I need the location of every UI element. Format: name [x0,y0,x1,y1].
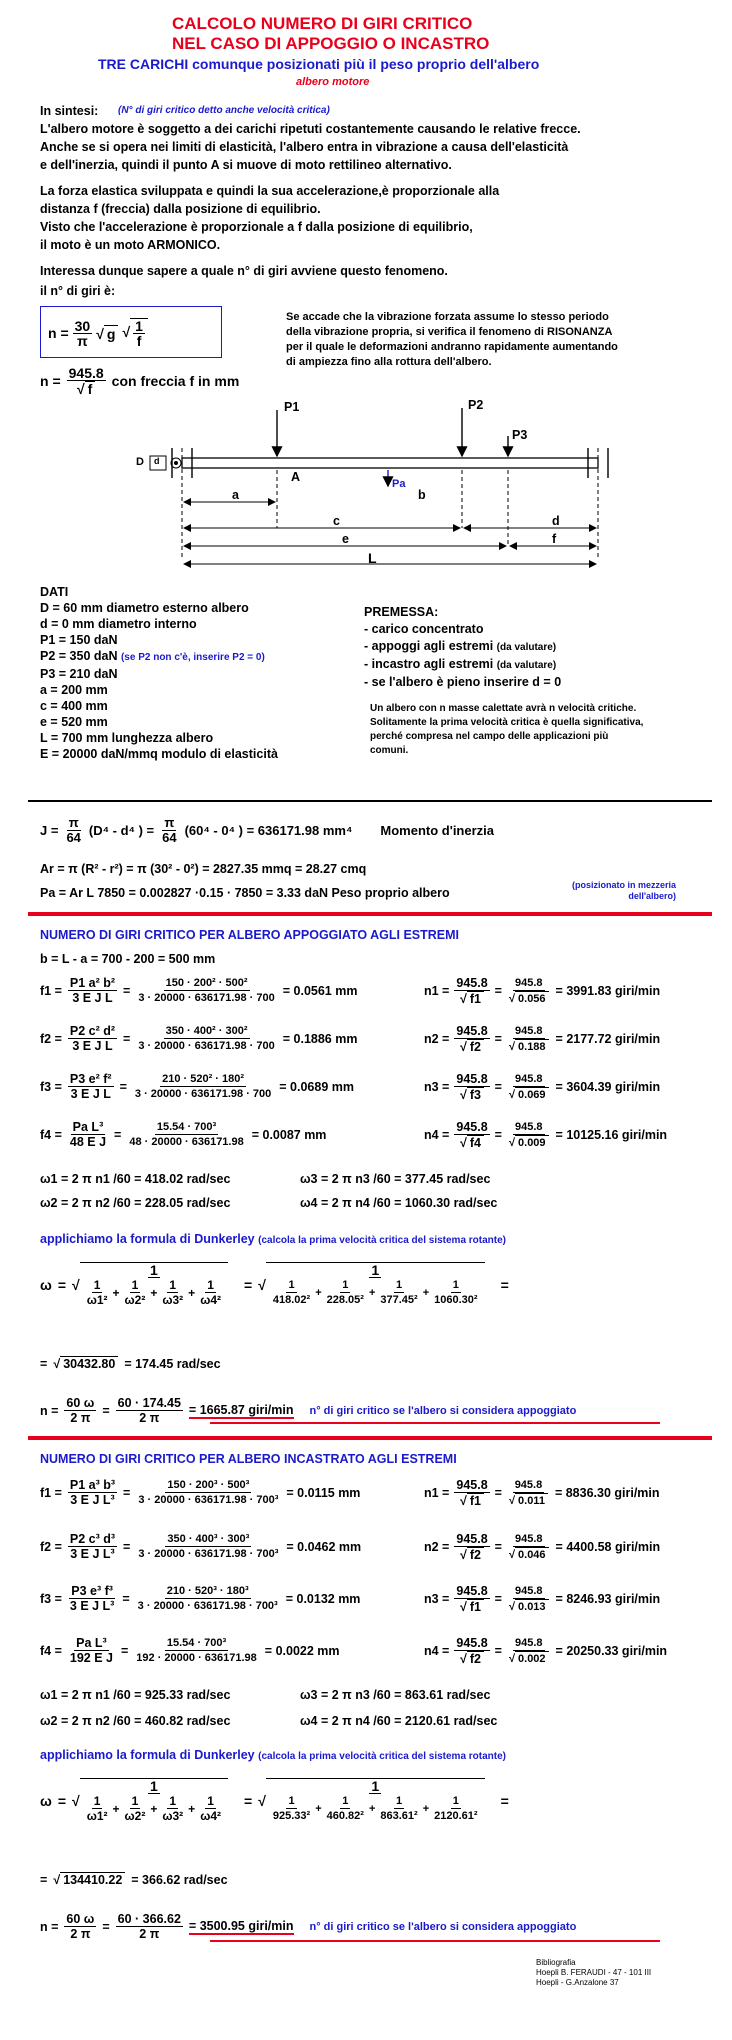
dim-d: d [552,514,560,528]
dim-a: a [232,488,239,502]
final-underline-supported [210,1422,660,1424]
section-title-supported: NUMERO DI GIRI CRITICO PER ALBERO APPOGGIATO AGLI ESTREMI [40,928,460,942]
label-d-inner: d [154,456,160,466]
resonance-note: Se accade che la vibrazione forzata assume lo stesso periodo della vibrazione propria, si verifica il fenomeno di RISONANZA per il quale le deformazioni andranno rapidamente aumentando di ampiezza fino alla rottura dell'albero. [286,311,618,368]
dunkerley-title-supported: applichiamo la formula di Dunkerley (calcola la prima velocità critica del sistema rotante) [40,1232,507,1246]
dunkerley-row: ω = √ 1 $\frac{1}{\text{ω1²}}$ + $\frac{1}{\text{ω2²}}$ + $\frac{1}{\text{ω3²}}$ + $\frac{1}{\text{ω4²}}$ = √ 1 $\frac{1}{\text{418.02²}}$ + $\frac{1}{\text{228.05²}}$ + $\frac{1}{\text{377.45²}}$ + $\frac{1}{\text{1060.30²}}$ = [40,1262,509,1307]
label-p1: P1 [284,400,300,414]
premessa-paragraph: Un albero con n masse calettate avrà n velocità critiche. Solitamente la prima velocità critica è quella significativa, perché compresa nel campo delle applicazioni più comuni. [370,703,644,756]
deflection-row-1: f1 = $\frac{\text{P1 a² b²}}{\text{3 E J L}}$ = $\frac{\text{150 · 200² · 500²}}{3 \cdot 20000 \cdot 636171.98 \cdot 700}$ = 0.0561 mm [40,976,358,1005]
formula-n-simplified: n = $\frac{945.8}{√ f}$ con freccia f in mm [40,365,240,397]
omega3-supported: ω3 = 2 π n3 /60 = 377.45 rad/sec [300,1172,491,1186]
intro-paragraph-4: il n° di giri è: [40,284,116,298]
b-formula: b = L - a = 700 - 200 = 500 mm [40,952,216,966]
page-title-2: NEL CASO DI APPOGGIO O INCASTRO [172,34,490,53]
sqrt-result-supported: = √ 30432.80 = 174.45 rad/sec [40,1356,221,1371]
label-p3: P3 [512,428,528,442]
label-D: D [136,456,144,468]
final-n-fixed: n = $\frac{60 \omega}{2 \pi}$ = $\frac{60 \cdot 366.62}{2 \pi}$ = 3500.95 giri/min n° di giri critico se l'albero si considera appoggiato [40,1912,577,1941]
section-title-fixed: NUMERO DI GIRI CRITICO PER ALBERO INCASTRATO AGLI ESTREMI [40,1452,457,1466]
label-p2: P2 [468,398,484,412]
page-subtitle: TRE CARICHI comunque posizionati più il peso proprio dell'albero [98,56,540,72]
label-a-point: A [291,470,301,484]
rpm-row-1: n1 = $\frac{945.8}{√ f1}$ = $\frac{945.8}{√ 0.011}$ = 8836.30 giri/min [424,1478,660,1508]
self-weight-note: (posizionato in mezzeria dell'albero) [572,880,677,901]
deflection-row-2: f2 = $\frac{\text{P2 c³ d³}}{\text{3 E J L³}}$ = $\frac{\text{350 · 400³ · 300³}}{\text{3 · 20000 · 636171.98 · 700³}}$ = 0.0462 mm [40,1532,362,1561]
dim-b: b [418,488,426,502]
deflection-row-3: f3 = $\frac{\text{P3 e² f²}}{\text{3 E J L}}$ = $\frac{\text{210 · 520² · 180²}}{3 \cdot 20000 \cdot 636171.98 \cdot 700}$ = 0.0689 mm [40,1072,354,1101]
rpm-row-3: n3 = $\frac{945.8}{√ f1}$ = $\frac{945.8}{√ 0.013}$ = 8246.93 giri/min [424,1584,661,1614]
page-title: CALCOLO NUMERO DI GIRI CRITICO [172,14,473,33]
subtitle-tag: albero motore [296,76,370,88]
omega4-fixed: ω4 = 2 π n4 /60 = 2120.61 rad/sec [300,1714,498,1728]
deflection-row-4: f4 = $\frac{\text{Pa L³}}{\text{192 E J}}$ = $\frac{\text{15.54 · 700³}}{192 \cdot 20000 \cdot 636171.98}$ = 0.0022 mm [40,1636,340,1665]
formula-n-critical: n = $\frac{30}{\pi}$ √ g √ $\frac{1}{f}$ [48,318,148,348]
rpm-row-4: n4 = $\frac{945.8}{√ f4}$ = $\frac{945.8}{√ 0.009}$ = 10125.16 giri/min [424,1120,668,1150]
section-divider-2 [28,1436,712,1440]
dim-f: f [552,532,557,546]
section-divider-1 [28,912,712,916]
shaft-diagram [90,398,650,570]
dim-e: e [342,532,349,546]
final-n-supported: n = $\frac{60 \omega}{2 \pi}$ = $\frac{60 \cdot 174.45}{2 \pi}$ = 1665.87 giri/min n° di giri critico se l'albero si considera appoggiato [40,1396,577,1425]
self-weight-formula: Pa = Ar L 7850 = 0.002827 ·0.15 · 7850 = 3.33 daN Peso proprio albero [40,886,450,900]
area-formula: Ar = π (R² - r²) = π (30² - 0²) = 2827.35 mmq = 28.27 cmq [40,862,367,876]
intro-paragraph-3: Interessa dunque sapere a quale n° di giri avviene questo fenomeno. [40,264,448,278]
omega2-supported: ω2 = 2 π n2 /60 = 228.05 rad/sec [40,1196,231,1210]
bibliography: Bibliografia Hoepli B. FERAUDI - 47 - 101 III Hoepli - G.Anzalone 37 [536,1958,652,1987]
omega1-supported: ω1 = 2 π n1 /60 = 418.02 rad/sec [40,1172,231,1186]
intro-paragraph-1: L'albero motore è soggetto a dei carichi ripetuti costantemente causando le relative frecce. Anche se si opera nei limiti di elasticità, l'albero entra in vibrazione a causa dell'elasticità e dell'inerzia, quindi il punto A si muove di moto rettilineo alternativo. [40,122,581,172]
intro-label: In sintesi: [40,104,99,118]
intro-paragraph-2: La forza elastica sviluppata e quindi la sua accelerazione,è proporzionale alla distanza f (freccia) dalla posizione di equilibrio. Visto che l'accelerazione è proporzionale a f dalla posizione di equilibrio, il moto è un moto ARMONICO. [40,184,500,252]
data-list: DATI D = 60 mm diametro esterno albero d = 0 mm diametro interno P1 = 150 daN P2 = 350 daN (se P2 non c'è, inserire P2 = 0) P3 = 210 daN a = 200 mm c = 400 mm e = 520 mm L = 700 mm lunghezza albero E = 20000 daN/mmq modulo di elasticità [40,585,278,761]
sqrt-result-fixed: = √ 134410.22 = 366.62 rad/sec [40,1872,228,1887]
dunkerley-row: ω = √ 1 $\frac{1}{\text{ω1²}}$ + $\frac{1}{\text{ω2²}}$ + $\frac{1}{\text{ω3²}}$ + $\frac{1}{\text{ω4²}}$ = √ 1 $\frac{1}{\text{925.33²}}$ + $\frac{1}{\text{460.82²}}$ + $\frac{1}{\text{863.61²}}$ + $\frac{1}{\text{2120.61²}}$ = [40,1778,509,1823]
dim-L: L [368,550,377,566]
rpm-row-1: n1 = $\frac{945.8}{√ f1}$ = $\frac{945.8}{√ 0.056}$ = 3991.83 giri/min [424,976,661,1006]
inertia-formula: J = $\frac{\pi}{64}$ (D⁴ - d⁴ ) = $\frac{\pi}{64}$ (60⁴ - 0⁴ ) = 636171.98 mm⁴ Momento d'inerzia [40,815,495,845]
dim-c: c [333,514,340,528]
deflection-row-4: f4 = $\frac{\text{Pa L³}}{\text{48 E J}}$ = $\frac{\text{15.54 · 700³}}{48 \cdot 20000 \cdot 636171.98}$ = 0.0087 mm [40,1120,327,1149]
dunkerley-title-fixed: applichiamo la formula di Dunkerley (calcola la prima velocità critica del sistema rotante) [40,1748,507,1762]
final-underline-fixed [210,1940,660,1942]
intro-note: (N° di giri critico detto anche velocità critica) [118,105,330,116]
divider [28,800,712,802]
deflection-row-3: f3 = $\frac{\text{P3 e³ f³}}{\text{3 E J L³}}$ = $\frac{\text{210 · 520³ · 180³}}{\text{3 · 20000 · 636171.98 · 700³}}$ = 0.0132 mm [40,1584,361,1613]
rpm-row-2: n2 = $\frac{945.8}{√ f2}$ = $\frac{945.8}{√ 0.046}$ = 4400.58 giri/min [424,1532,661,1562]
rpm-row-4: n4 = $\frac{945.8}{√ f2}$ = $\frac{945.8}{√ 0.002}$ = 20250.33 giri/min [424,1636,668,1666]
p2-note: (se P2 non c'è, inserire P2 = 0) [120,652,265,663]
rpm-row-3: n3 = $\frac{945.8}{√ f3}$ = $\frac{945.8}{√ 0.069}$ = 3604.39 giri/min [424,1072,661,1102]
label-pa: Pa [392,478,406,490]
omega2-fixed: ω2 = 2 π n2 /60 = 460.82 rad/sec [40,1714,231,1728]
premessa-list: PREMESSA: - carico concentrato - appoggi agli estremi (da valutare) - incastro agli estremi (da valutare) - se l'albero è pieno inserire d = 0 [364,605,562,689]
rpm-row-2: n2 = $\frac{945.8}{√ f2}$ = $\frac{945.8}{√ 0.188}$ = 2177.72 giri/min [424,1024,661,1054]
deflection-row-1: f1 = $\frac{\text{P1 a³ b³}}{\text{3 E J L³}}$ = $\frac{\text{150 · 200³ · 500³}}{\text{3 · 20000 · 636171.98 · 700³}}$ = 0.0115 mm [40,1478,361,1507]
omega3-fixed: ω3 = 2 π n3 /60 = 863.61 rad/sec [300,1688,491,1702]
omega4-supported: ω4 = 2 π n4 /60 = 1060.30 rad/sec [300,1196,498,1210]
omega1-fixed: ω1 = 2 π n1 /60 = 925.33 rad/sec [40,1688,231,1702]
deflection-row-2: f2 = $\frac{\text{P2 c² d²}}{\text{3 E J L}}$ = $\frac{\text{350 · 400² · 300²}}{3 \cdot 20000 \cdot 636171.98 \cdot 700}$ = 0.1886 mm [40,1024,358,1053]
